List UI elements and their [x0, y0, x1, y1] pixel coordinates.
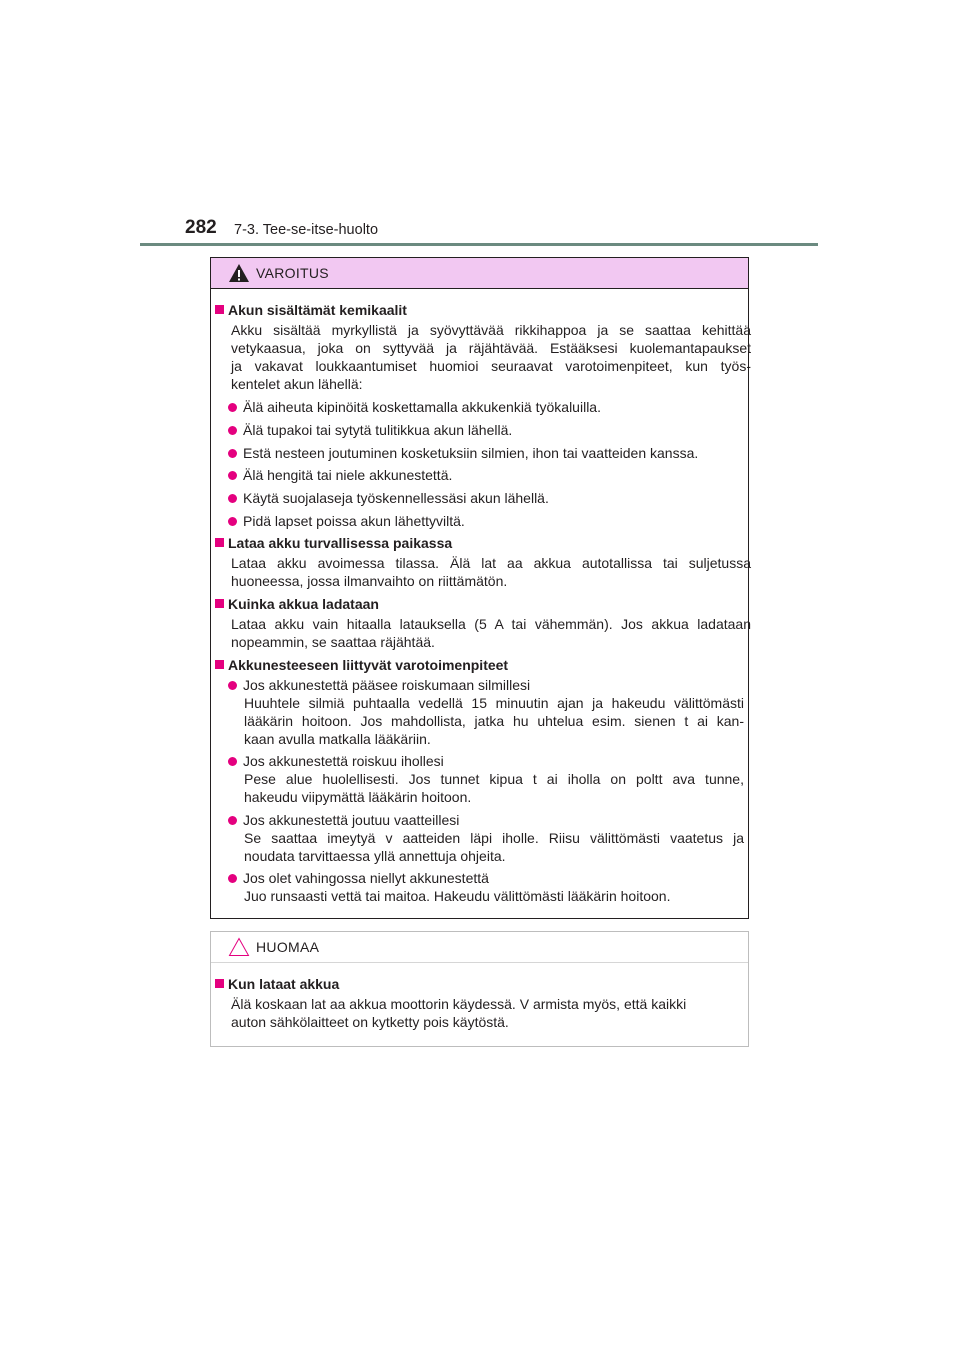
body-line: Älä koskaan lat aa akkua moottorin käydessä. V armista myös, että kaikki: [231, 996, 687, 1012]
notice-label: HUOMAA: [256, 939, 320, 955]
body-line: Lataa akku avoimessa tilassa. Älä lat aa akkua autotallissa tai suljetussa: [231, 555, 751, 571]
round-bullet-icon: [228, 471, 237, 480]
body-line: Pese alue huolellisesti. Jos tunnet kipua t ai iholla on poltt ava tunne,: [244, 771, 744, 787]
section-heading: Kun lataat akkua: [215, 976, 339, 992]
list-item: Älä hengitä tai niele akkunestettä.: [228, 467, 452, 483]
body-line: Juo runsaasti vettä tai maitoa. Hakeudu välittömästi lääkärin hoitoon.: [244, 888, 671, 904]
warning-triangle-icon: [228, 263, 250, 283]
square-bullet-icon: [215, 599, 224, 608]
body-line: kentelet akun lähellä:: [231, 376, 363, 392]
list-item: Jos olet vahingossa niellyt akkunestettä: [228, 870, 489, 886]
notice-header: [211, 932, 748, 963]
round-bullet-icon: [228, 757, 237, 766]
body-line: Lataa akku vain hitaalla latauksella (5 A tai vähemmän). Jos akkua ladataan: [231, 616, 751, 632]
square-bullet-icon: [215, 979, 224, 988]
body-line: noudata tarvittaessa yllä annettuja ohjeita.: [244, 848, 506, 864]
warning-box: [210, 257, 749, 919]
body-line: Huuhtele silmiä puhtaalla vedellä 15 minuutin ajan ja hakeudu välittömästi: [244, 695, 744, 711]
round-bullet-icon: [228, 816, 237, 825]
round-bullet-icon: [228, 449, 237, 458]
list-item: Jos akkunestettä joutuu vaatteillesi: [228, 812, 459, 828]
round-bullet-icon: [228, 426, 237, 435]
section-heading: Kuinka akkua ladataan: [215, 596, 379, 612]
page-number: 282: [185, 217, 217, 238]
list-item: Käytä suojalaseja työskennellessäsi akun lähellä.: [228, 490, 549, 506]
square-bullet-icon: [215, 660, 224, 669]
round-bullet-icon: [228, 517, 237, 526]
body-line: lääkärin hoitoon. Jos mahdollista, jatka hu uhtelua esim. sienen t ai kan-: [244, 713, 744, 729]
warning-label: VAROITUS: [256, 265, 329, 281]
square-bullet-icon: [215, 538, 224, 547]
round-bullet-icon: [228, 681, 237, 690]
list-item: Estä nesteen joutuminen kosketuksiin silmien, ihon tai vaatteiden kanssa.: [228, 445, 698, 461]
caution-triangle-outline-icon: [228, 937, 250, 957]
warning-header: [211, 258, 748, 289]
body-line: kaan avulla matkalla lääkäriin.: [244, 731, 431, 747]
list-item: Jos akkunestettä roiskuu ihollesi: [228, 753, 444, 769]
body-line: ja vakavat loukkaantumiset huomioi seuraavat varotoimenpiteet, kun työs-: [231, 358, 751, 374]
list-item: Pidä lapset poissa akun lähettyviltä.: [228, 513, 465, 529]
round-bullet-icon: [228, 494, 237, 503]
body-line: huoneessa, jossa ilmanvaihto on riittämätön.: [231, 573, 508, 589]
section-title: 7-3. Tee-se-itse-huolto: [234, 222, 379, 238]
notice-box: [210, 931, 749, 1047]
body-line: Se saattaa imeytyä v aatteiden läpi iholle. Riisu välittömästi vaatetus ja: [244, 830, 744, 846]
header-rule: [140, 243, 818, 246]
body-line: nopeammin, se saattaa räjähtää.: [231, 634, 435, 650]
list-item: Älä tupakoi tai sytytä tulitikkua akun lähellä.: [228, 422, 512, 438]
body-line: auton sähkölaitteet on kytketty pois käytöstä.: [231, 1014, 509, 1030]
body-line: Akku sisältää myrkyllistä ja syövyttävää rikkihappoa ja se saattaa kehittää: [231, 322, 751, 338]
round-bullet-icon: [228, 403, 237, 412]
body-line: hakeudu viipymättä lääkärin hoitoon.: [244, 789, 472, 805]
list-item: Jos akkunestettä pääsee roiskumaan silmillesi: [228, 677, 530, 693]
round-bullet-icon: [228, 874, 237, 883]
section-heading: Akkunesteeseen liittyvät varotoimenpiteet: [215, 657, 508, 673]
square-bullet-icon: [215, 305, 224, 314]
list-item: Älä aiheuta kipinöitä koskettamalla akkukenkiä työkaluilla.: [228, 399, 601, 415]
section-heading: Lataa akku turvallisessa paikassa: [215, 535, 452, 551]
section-heading: Akun sisältämät kemikaalit: [215, 302, 407, 318]
body-line: vetykaasua, joka on syttyvää ja räjähtävää. Estääksesi kuolemantapaukset: [231, 340, 751, 356]
